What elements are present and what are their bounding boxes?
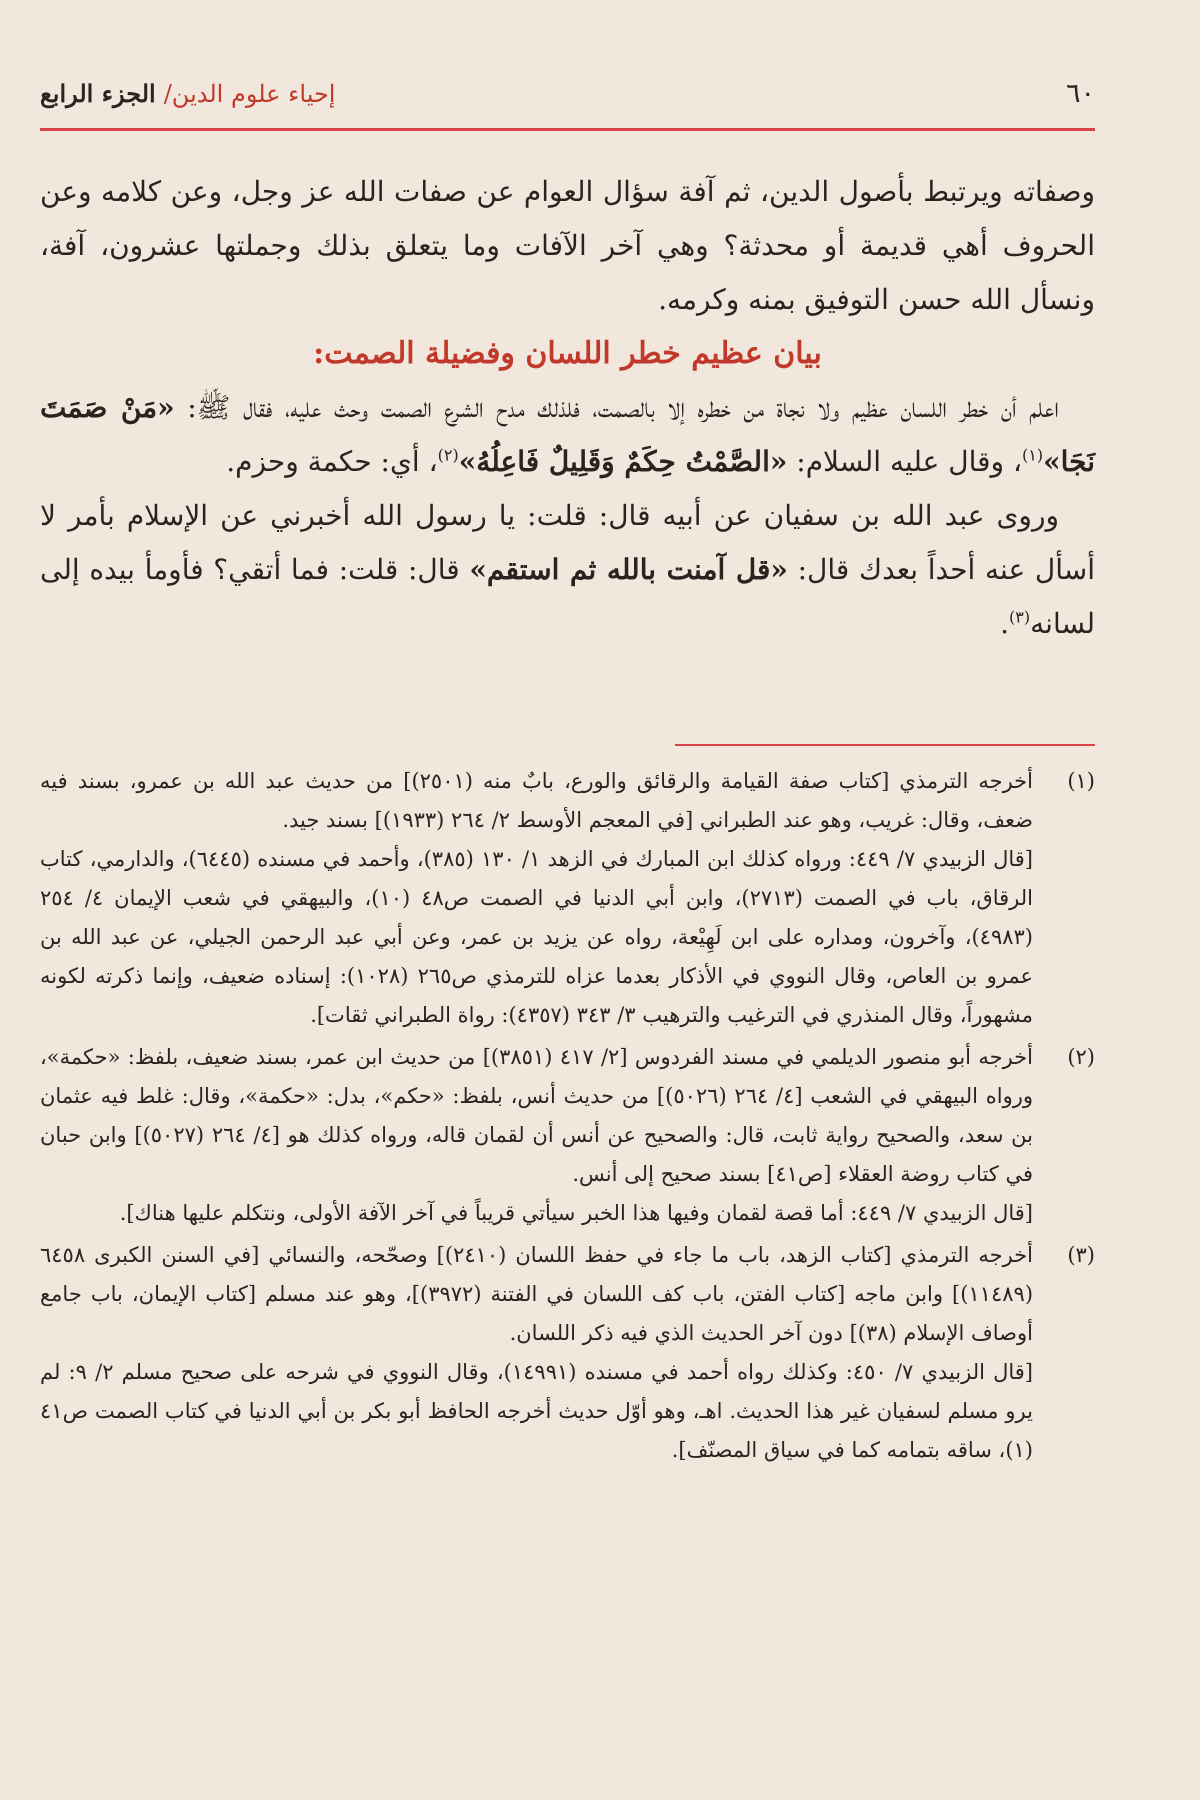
footnote-paragraph: [قال الزبيدي ٧/ ٤٤٩: ورواه كذلك ابن المبارك في الزهد ١/ ١٣٠ (٣٨٥)، وأحمد في مسنده (٦٤٤٥)، والدارمي، كتاب الرقاق، باب في الصمت (٢٧١٣)، وابن أبي الدنيا في الصمت ص٤٨ (١٠)، والبيهقي في شعب الإيمان ٤/ ٢٥٤ (٤٩٨٣)، وآخرون، ومداره على ابن لَهِيْعة، رواه عن يزيد بن عمر، وعن أبي عبد الرحمن الجيلي، عن عبد الله بن عمرو بن العاص، وقال النووي في الأذكار بعدما عزاه للترمذي ص٢٦٥ (١٠٢٨): إسناده ضعيف، وإنما ذكرته لكونه مشهوراً، وقال المنذري في الترغيب والترهيب ٣/ ٣٤٣ (٤٣٥٧): رواة الطبراني ثقات]. — [40, 847, 1033, 1027]
footnote-1 — [40, 762, 1095, 1035]
footnote-number: (١) — [1067, 769, 1095, 793]
page-header — [40, 72, 1095, 114]
footnote-paragraph: أخرجه الترمذي [كتاب صفة القيامة والرقائق والورع، بابٌ منه (٢٥٠١)] من حديث عبد الله بن عمرو، بسند فيه ضعف، وقال: غريب، وهو عند الطبراني [في المعجم الأوسط ٢/ ٢٦٤ (١٩٣٣)] بسند جيد. — [40, 769, 1034, 832]
footnote-separator — [675, 744, 1095, 746]
hadith-quote-3: «قل آمنت بالله ثم استقم» — [469, 553, 788, 586]
footnote-body — [40, 1038, 1033, 1233]
footnote-3 — [40, 1236, 1095, 1470]
title-separator: / — [163, 79, 172, 108]
main-text — [40, 165, 1095, 651]
paragraph-2-text-b: ، وقال عليه السلام: — [787, 445, 1022, 478]
paragraph-2-text-c: ، أي: حكمة وحزم. — [226, 445, 438, 478]
footnote-paragraph: [قال الزبيدي ٧/ ٤٥٠: وكذلك رواه أحمد في مسنده (١٤٩٩١)، وقال النووي في شرحه على صحيح مسلم ٢/ ٩: لم يرو مسلم لسفيان غير هذا الحديث. اهـ، وهو أوّل حديث أخرجه الحافظ أبو بكر بن أبي الدنيا في كتاب الصمت ص٤١ (١)، ساقه بتمامه كما في سياق المصنّف]. — [40, 1360, 1033, 1462]
paragraph-1: وصفاته ويرتبط بأصول الدين، ثم آفة سؤال العوام عن صفات الله عز وجل، وعن كلامه وعن الحروف أهي قديمة أو محدثة؟ وهي آخر الآفات وما يتعلق بذلك وجملتها عشرون، آفة، ونسأل الله حسن التوفيق بمنه وكرمه. — [40, 175, 1095, 316]
paragraph-3 — [40, 489, 1095, 651]
footnote-2 — [40, 1038, 1095, 1233]
section-heading: بيان عظيم خطر اللسان وفضيلة الصمت: — [313, 336, 822, 371]
footnote-body — [40, 1236, 1033, 1470]
footnote-number: (٢) — [1067, 1045, 1095, 1069]
running-title — [40, 79, 335, 108]
page-number: ٦٠ — [1065, 77, 1095, 109]
book-title: إحياء علوم الدين — [171, 79, 336, 108]
volume-part: الجزء الرابع — [40, 78, 156, 108]
header-rule — [40, 128, 1095, 131]
footnote-paragraph: [قال الزبيدي ٧/ ٤٤٩: أما قصة لقمان وفيها هذا الخبر سيأتي قريباً في آخر الآفة الأولى، ونتكلم عليها هناك]. — [119, 1201, 1033, 1225]
paragraph-2 — [40, 381, 1095, 489]
hadith-quote-1: «مَنْ صَمَتَ نَجَا» — [40, 391, 1095, 478]
paragraph-3-text-b: قال: قلت: فما أتقي؟ فأومأ بيده إلى لسانه — [40, 553, 1095, 640]
footnote-paragraph: أخرجه الترمذي [كتاب الزهد، باب ما جاء في حفظ اللسان (٢٤١٠)] وصحّحه، والنسائي [في السنن الكبرى ٦٤٥٨ (١١٤٨٩)] وابن ماجه [كتاب الفتن، باب كف اللسان في الفتنة (٣٩٧٢)]، وهو عند مسلم [كتاب الإيمان، باب جامع أوصاف الإسلام (٣٨)] دون آخر الحديث الذي فيه ذكر اللسان. — [40, 1243, 1034, 1345]
footnote-paragraph: أخرجه أبو منصور الديلمي في مسند الفردوس [٢/ ٤١٧ (٣٨٥١)] من حديث ابن عمر، بسند ضعيف، بلفظ: «حكمة»، ورواه البيهقي في الشعب [٤/ ٢٦٤ (٥٠٢٦)] من حديث أنس، بلفظ: «حكم»، بدل: «حكمة»، وقال: غلط فيه عثمان بن سعد، والصحيح رواية ثابت، قال: والصحيح عن أنس أن لقمان قاله، ورواه كذلك هو [٤/ ٢٦٤ (٥٠٢٧)] وابن حبان في كتاب روضة العقلاء [ص٤١] بسند صحيح إلى أنس. — [40, 1045, 1033, 1186]
hadith-quote-2: «الصَّمْتُ حِكَمٌ وَقَلِيلٌ فَاعِلُهُ» — [458, 445, 788, 478]
footnote-ref-2[interactable]: (٢) — [437, 445, 459, 465]
paragraph-3-text-a: وروى عبد الله بن سفيان عن أبيه قال: قلت: يا رسول الله أخبرني عن الإسلام بأمر لا أسأل عنه أحداً بعدك قال: — [40, 499, 1096, 586]
paragraph-3-end: . — [1000, 607, 1010, 640]
footnotes — [40, 762, 1095, 1473]
footnote-body — [40, 762, 1033, 1035]
footnote-ref-1[interactable]: (١) — [1022, 445, 1044, 465]
footnote-ref-3[interactable]: (٣) — [1009, 607, 1031, 627]
footnote-number: (٣) — [1067, 1243, 1095, 1267]
paragraph-2-text-a: اعلم أن خطر اللسان عظيم ولا نجاة من خطره إلا بالصمت، فلذلك مدح الشرع الصمت وحث عليه، فقال ﷺ: — [174, 391, 1059, 424]
